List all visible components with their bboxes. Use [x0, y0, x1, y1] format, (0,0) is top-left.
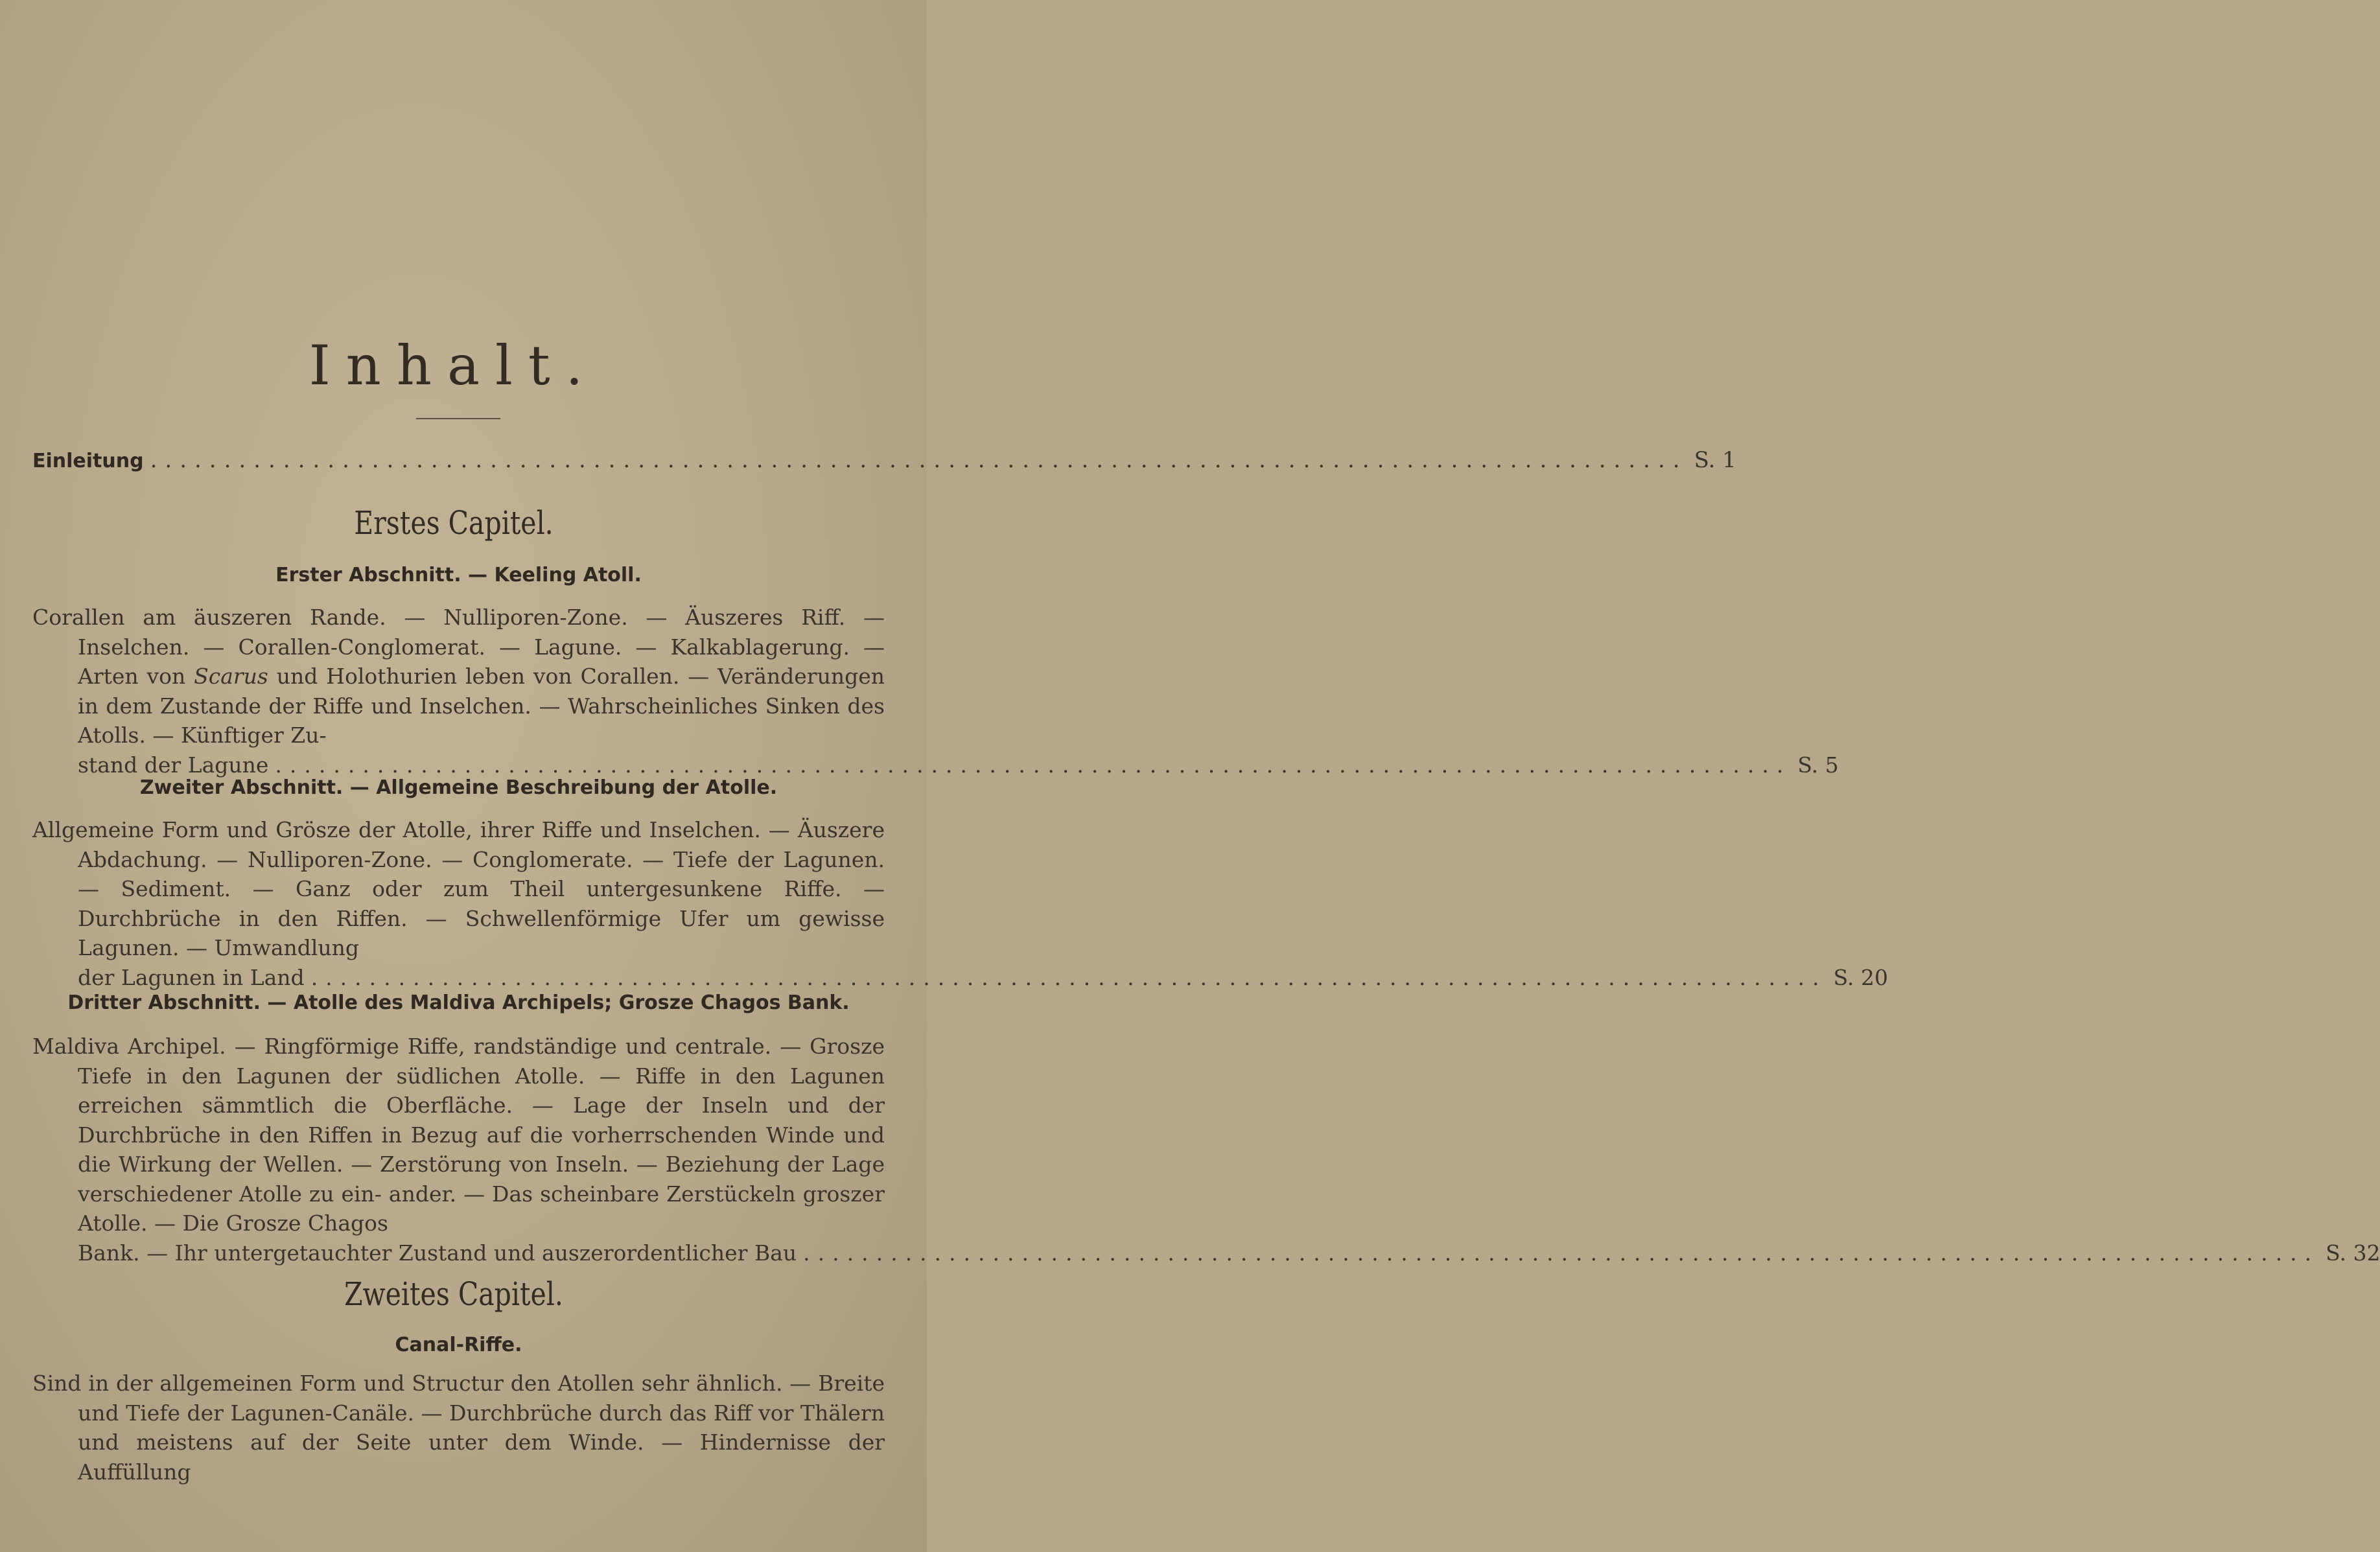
summary-tail-text: der Lagunen in Land: [78, 964, 305, 990]
title-rule: [416, 418, 500, 419]
section-summary-4: [32, 1369, 885, 1487]
leader-dots: ........................................................................................................: [310, 964, 1827, 990]
toc-entry-page: S. 1: [1694, 447, 1736, 473]
summary-page: S. 5: [1797, 752, 1839, 778]
leader-dots: ........................................................................................................: [803, 1240, 2320, 1266]
section-heading-1: Erster Abschnitt. — Keeling Atoll.: [275, 564, 642, 586]
summary-text: Sind in der allgemeinen Form und Structur den Atollen sehr ähnlich. — Breite und Tiefe der Lagunen-Canäle. — Durchbrüche durch das Riff vor Thälern und meistens auf der Seite unter dem Winde. — Hindernisse der Auffüllung: [32, 1371, 885, 1485]
summary-page: S. 32: [2326, 1240, 2380, 1266]
summary-tail: [78, 1238, 2380, 1268]
page-title: Inhalt.: [309, 334, 599, 397]
leader-dots: ........................................................................................................: [150, 447, 1688, 473]
summary-page: S. 20: [1833, 964, 1889, 990]
summary-text: Maldiva Archipel. — Ringförmige Riffe, randständige und centrale. — Grosze Tiefe in den Lagunen der südlichen Atolle. — Riffe in den Lagunen erreichen sämmtlich die Oberfläche. — Lage der Inseln und der Durchbrüche in den Riffen in Bezug auf die vorherrschenden Winde und die Wirkung der Wellen. — Zerstörung von Inseln. — Beziehung der Lage verschiedener Atolle zu ein- ander. — Das scheinbare Zerstückeln groszer Atolle. — Die Grosze Chagos: [32, 1034, 885, 1236]
toc-entry-label: Einleitung: [32, 450, 144, 472]
leader-dots: ........................................................................................................: [275, 752, 1791, 778]
toc-entry-einleitung: [32, 446, 1736, 476]
summary-text-rest: und Holothurien leben von Corallen. — Veränderungen in dem Zustande der Riffe und Inselchen. — Wahrscheinliches Sinken des Atolls. — Künftiger Zu-: [78, 664, 885, 748]
chapter-heading-1: Erstes Capitel.: [354, 504, 554, 542]
summary-italic: Scarus: [194, 664, 268, 689]
section-heading-4: Canal-Riffe.: [395, 1334, 522, 1356]
summary-text: Corallen am äuszeren Rande. — Nulliporen-Zone. — Äuszeres Riff. — Inselchen. — Corallen-Conglomerat. — Lagune. — Kalkablagerung. — Arten von: [32, 605, 885, 689]
chapter-heading-2: Zweites Capitel.: [344, 1275, 563, 1313]
summary-tail: [78, 963, 1889, 993]
section-summary-1: [32, 603, 1839, 780]
section-heading-2: Zweiter Abschnitt. — Allgemeine Beschreibung der Atolle.: [139, 776, 778, 799]
summary-tail-text: Bank. — Ihr untergetauchter Zustand und auszerordentlicher Bau: [78, 1240, 797, 1266]
section-heading-3: Dritter Abschnitt. — Atolle des Maldiva Archipels; Grosze Chagos Bank.: [67, 991, 850, 1014]
section-summary-2: [32, 815, 1889, 992]
summary-tail-text: stand der Lagune: [78, 752, 269, 778]
summary-tail: [78, 750, 1839, 780]
section-summary-3: [32, 1032, 2380, 1268]
summary-text: Allgemeine Form und Grösze der Atolle, ihrer Riffe und Inselchen. — Äuszere Abdachung. — Nulliporen-Zone. — Conglomerate. — Tiefe der Lagunen. — Sediment. — Ganz oder zum Theil untergesunkene Riffe. — Durchbrüche in den Riffen. — Schwellenförmige Ufer um gewisse Lagunen. — Umwandlung: [32, 817, 885, 960]
